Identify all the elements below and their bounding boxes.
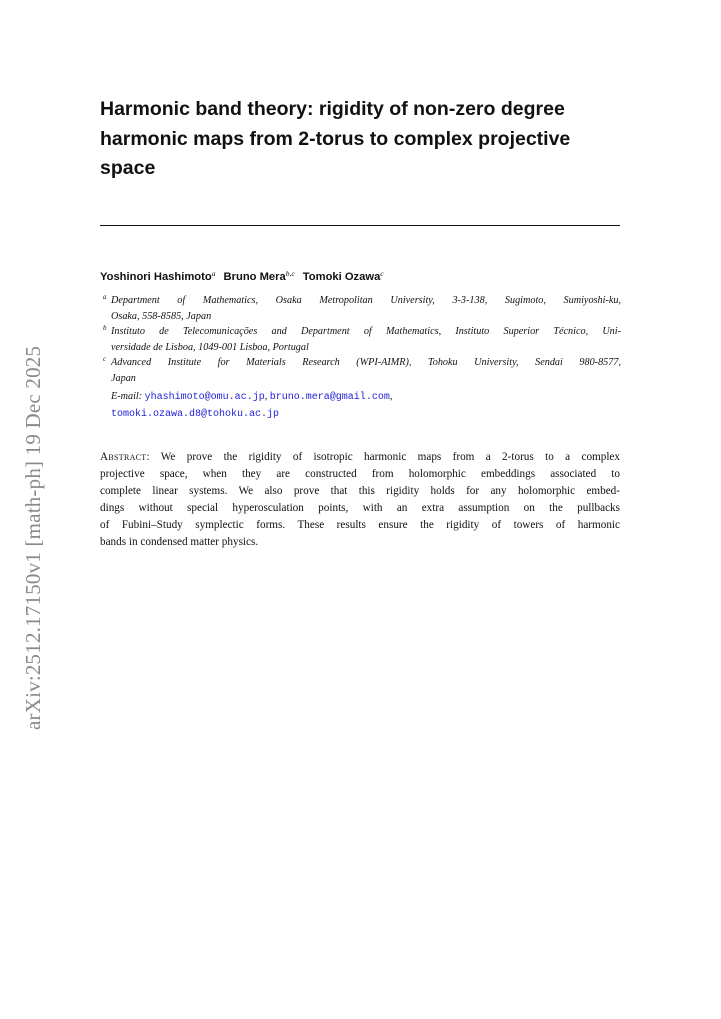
arxiv-identifier-stamp: arXiv:2512.17150v1 [math-ph] 19 Dec 2025 (21, 345, 45, 730)
affiliation-item (101, 324, 621, 355)
paper-title (100, 95, 620, 184)
author-affiliation-mark: b,c (285, 269, 295, 278)
title-divider (100, 225, 620, 226)
author-name: Tomoki Ozawa (302, 271, 381, 283)
abstract-line: of Fubini–Study symplectic forms. These results ensure the rigidity of towers of harmonic (100, 519, 620, 532)
author-list (100, 271, 384, 283)
author-affiliation-mark: a (211, 269, 216, 278)
affiliation-text: Japan (111, 372, 136, 384)
abstract-line: projective space, when they are constructed from holomorphic embeddings associated to (100, 468, 620, 481)
affiliation-text: Osaka, 558-8585, Japan (111, 310, 212, 322)
abstract-line: dings without special hyperosculation points, with an extra assumption on the pullbacks (100, 502, 620, 515)
abstract-line: complete linear systems. We also prove that this rigidity holds for any holomorphic embed- (100, 485, 620, 498)
email-label: E-mail: (111, 391, 143, 402)
abstract-text: : We prove the rigidity of isotropic harmonic maps from a 2-torus to a complex (146, 451, 620, 463)
affiliation-text: Advanced Institute for Materials Research (WPI-AIMR), Tohoku University, Sendai 980-8577, (111, 357, 621, 368)
author-name: Bruno Mera (223, 271, 286, 283)
abstract (100, 449, 620, 552)
title-line: Harmonic band theory: rigidity of non-zero degree (100, 98, 565, 120)
email-block: E-mail: yhashimoto@omu.ac.jp, bruno.mera@gmail.com, tomoki.ozawa.d8@tohoku.ac.jp (111, 391, 393, 420)
affiliation-text: Department of Mathematics, Osaka Metropolitan University, 3-3-138, Sugimoto, Sumiyoshi-ku, (111, 295, 621, 306)
title-line: harmonic maps from 2-torus to complex projective (100, 127, 571, 150)
affiliation-text: Instituto de Telecomunicações and Department of Mathematics, Instituto Superior Técnico, Uni- (111, 326, 621, 337)
affiliation-mark: a (103, 293, 107, 301)
email-link[interactable]: bruno.mera@gmail.com (269, 392, 390, 403)
affiliation-text: versidade de Lisboa, 1049-001 Lisboa, Portugal (111, 341, 309, 353)
author-name: Yoshinori Hashimoto (100, 271, 212, 283)
abstract-heading: Abstract (100, 451, 147, 463)
affiliation-item (101, 355, 621, 386)
email-link[interactable]: tomoki.ozawa.d8@tohoku.ac.jp (111, 408, 280, 420)
author-affiliation-mark: c (380, 269, 384, 278)
affiliation-mark: b (103, 324, 107, 332)
abstract-line: bands in condensed matter physics. (100, 536, 259, 549)
email-link[interactable]: yhashimoto@omu.ac.jp (144, 392, 265, 403)
affiliation-list (101, 293, 621, 422)
affiliation-item (101, 293, 621, 324)
abstract-line (100, 449, 620, 466)
title-line: space (100, 157, 156, 179)
affiliation-mark: c (103, 355, 107, 363)
